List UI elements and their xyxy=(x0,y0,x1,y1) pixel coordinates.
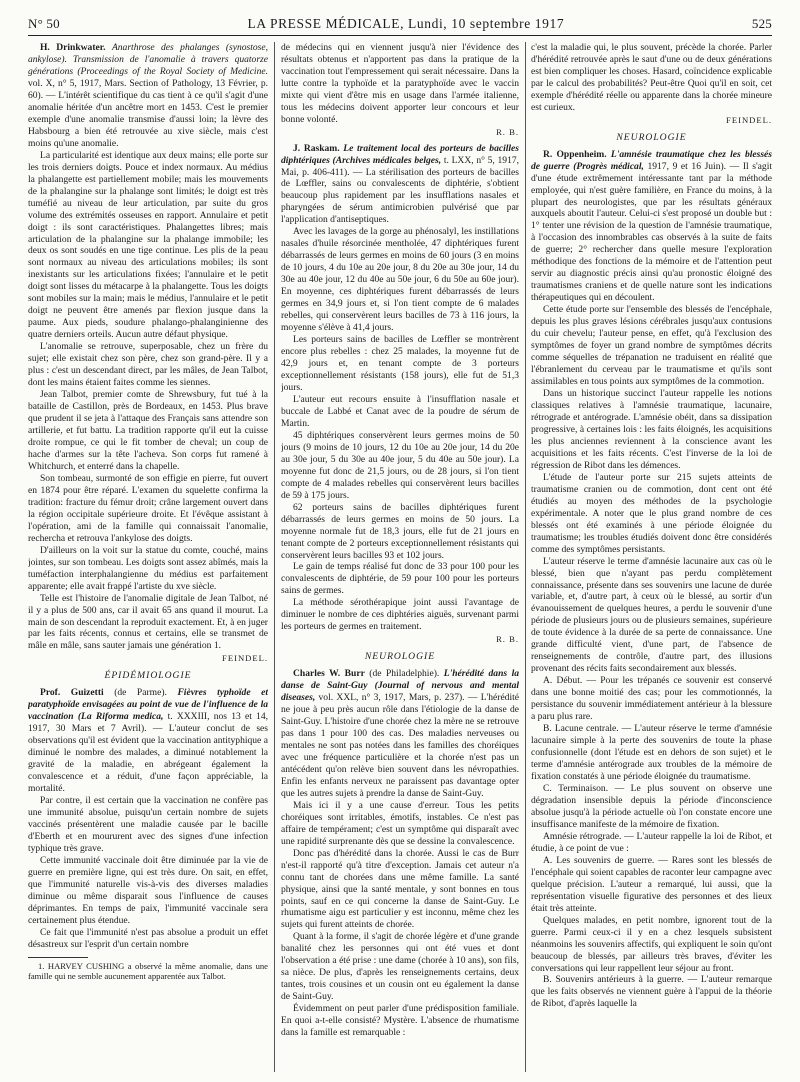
article-author: R. Oppenheim. xyxy=(543,148,607,160)
article-author: Prof. Guizetti xyxy=(40,687,104,699)
article-paragraph: Par contre, il est certain que la vaccination ne confère pas une immunité absolue, puisqu'un certain nombre de sujets vaccinés présentèrent une maladie causée par le bacille d'Eberth et en moururent avec des signes d'une infection typhique très grave. xyxy=(28,794,268,854)
signature: R. B. xyxy=(496,634,519,645)
article-paragraph: La méthode sérothérapique joint aussi l'avantage de diminuer le nombre de ces diphtéries aiguës, survenant parmi les porteurs de germes en traitement. xyxy=(281,597,519,633)
article-paragraph: D'ailleurs on la voit sur la statue du comte, couché, mains jointes, sur son tombeau. Les doigts sont assez abîmés, mais la tuméfaction interphalangienne du médius est parfaitement apparente; elle avait frappé l'artiste du xve siècle. xyxy=(28,544,268,592)
section-heading: NEUROLOGIE xyxy=(616,131,687,143)
article-paragraph: La particularité est identique aux deux mains; elle porte sur les trois derniers doigts. Pouce et index normaux. Au médius la phalangette est partiellement mobile; mais les mouvements de la phalangine sur la phalange sont limités; le doigt est très tuméfié au niveau de leur articulation, par suite du gros volume des extrémités osseuses en rapport. Annulaire et petit doigt : ils sont caractéristiques. Phalangettes libres; mais articulation de la phalangine sur la phalange immobile; les deux os sont soudés en une tige continue. Les plis de la peau sont normaux au niveau des articulations mobiles; ils sont inexistants sur les articulations fixées; l'annulaire et le petit doigt sont lisses du métacarpe à la phalangette. Tous les doigts sont mobiles sur la main; mais le médius, l'annulaire et le petit doigt ne peuvent être amenés par flexion jusque dans la paume. Aux pieds, soudure phalango-phalanginienne des quatre derniers orteils. Aucun autre défaut physique. xyxy=(28,149,268,341)
article-paragraph: L'auteur eut recours ensuite à l'insufflation nasale et buccale de Labbé et Canat avec de la poudre de sérum de Martin. xyxy=(281,393,519,429)
column-rule xyxy=(274,42,275,1072)
article-paragraph: Jean Talbot, premier comte de Shrewsbury, fut tué à la bataille de Castillon, près de Bordeaux, en 1453. Plus brave que prudent il se jeta à l'attaque des Français sans attendre son artillerie, et fut battu. La tradition rapporte qu'il eut la cuisse droite rompue, ce qui le fit tomber de cheval; un coup de hache d'armes sur la tête l'acheva. Son corps fut ramené à Whitchurch, et enterré dans la chapelle. xyxy=(28,389,268,472)
article-paragraph: Le gain de temps réalisé fut donc de 33 pour 100 pour les convalescents de diphtérie, de 59 pour 100 pour les porteurs sains de germes. xyxy=(281,561,519,597)
article-paragraph: Quant à la forme, il s'agit de chorée légère et d'une grande banalité chez les personnes qui ont été vues et dont l'observation a été prise : une dame (chorée à 10 ans), son fils, sa nièce. De plus, d'après les renseignements certains, deux tantes, trois cousines et un cousin ont eu également la danse de Saint-Guy. xyxy=(281,931,519,1003)
article-title: Le traitement local des porteurs de bacilles diphtériques (Archives médicales belges, xyxy=(281,142,519,166)
article-paragraph: Telle est l'histoire de l'anomalie digitale de Jean Talbot, né il y a plus de 500 ans, car il avait 65 ans quand il mourut. La main de son descendant la reproduit exactement. Et, à en juger par les faits récents, connus et certains, elle se transmet de mâle en mâle, sans sauter jamais une génération 1. xyxy=(28,592,268,652)
article-paragraph: L'anomalie se retrouve, superposable, chez un frère du sujet; elle existait chez son père, chez son grand-père. Il y a plus : c'est un descendant direct, par les mâles, de Jean Talbot, dont les mains étaient faites comme les siennes. xyxy=(28,341,268,389)
section-heading: NEUROLOGIE xyxy=(364,651,436,663)
article-paragraph: c'est la maladie qui, le plus souvent, précède la chorée. Parler d'hérédité retrouvée après le saut d'une ou de deux générations est bien compliquer les choses. Hasard, coïncidence explicable par le calcul des probabilités? Peut-être Quoi qu'il en soit, cet exemple d'hérédité réelle ou apparente dans la chorée mineure est curieux. xyxy=(531,42,772,113)
column-2 xyxy=(281,42,519,1072)
signature: R. B. xyxy=(496,126,519,137)
article-author: Charles W. Burr xyxy=(293,668,365,680)
article-reference: vol. X, n° 5, 1917, Mars. Section of Pathology, 13 Février, p. 60). — xyxy=(28,77,268,101)
journal-title: LA PRESSE MÉDICALE, Lundi, 10 septembre 1917 xyxy=(247,16,565,31)
article-title: L'hérédité dans la danse de Saint-Guy (Journal of nervous and mental diseases, xyxy=(281,668,519,704)
article-paragraph: A. Début. — Pour les trépanés ce souvenir est conservé dans une bonne moitié des cas; pour les commotionnés, la persistance du souvenir immédiatement antérieur à la blessure a paru plus rare. xyxy=(531,675,772,723)
article-paragraph: Amnésie rétrograde. — L'auteur rappelle la loi de Ribot, et étudie, à ce point de vue : xyxy=(531,830,772,854)
article-paragraph: Mais ici il y a une cause d'erreur. Tous les petits choréiques sont irritables, émotifs, instables. Ce n'est pas affaire de tempérament; c'est un symptôme qui disparaît avec une rapidité surprenante dès que se dessine la convalescence. xyxy=(281,799,519,847)
article-author-place: (de Parme). xyxy=(114,687,167,699)
article-paragraph: L'auteur conclut de ses observations qu'il est évident que la vaccination antityphique a diminué le nombre des malades, a diminué notablement la gravité de la maladie, en abrégeant également la convalescence et a réduit, d'une façon appréciable, la mortalité. xyxy=(28,723,268,794)
article-author: J. Raskam. xyxy=(293,142,340,154)
article-paragraph: Dans un historique succinct l'auteur rappelle les notions classiques relatives à l'amnésie traumatique, lacunaire, rétrograde et antérograde. L'amnésie obéit, dans sa dissipation progressive, à certaines lois : les faits éloignés, les acquisitions les plus anciennes reviennent à la conscience avant les acquisitions et les faits récents. C'est l'inverse de la loi de régression de Ribot dans les démences. xyxy=(531,388,772,471)
section-heading: ÉPIDÉMIOLOGIE xyxy=(104,670,192,682)
article-title: Anarthrose des phalanges (synostose, ankylose). Transmission de l'anomalie à travers quatorze générations (Proceedings of the Royal Society of Medicine. xyxy=(28,42,268,77)
article-reference: t. XXXIII, nos 13 et 14, 1917, 30 Mars et 7 Avril). — xyxy=(28,711,268,735)
article-paragraph: Donc pas d'hérédité dans la chorée. Aussi le cas de Burr n'est-il rapporté qu'à titre d'exception. Jamais cet auteur n'a connu tant de chorées dans une même famille. La santé physique, ainsi que la santé mentale, y sont bonnes en tous points, sauf en ce qui concerne la danse de Saint-Guy. Le rhumatisme aigu est particulier y est inconnu, même chez les sujets qui furent atteints de chorée. xyxy=(281,847,519,931)
article-author-place: (de Philadelphie). xyxy=(369,668,440,680)
article-paragraph: Il s'agit d'une étude extrêmement intéressante tant par la méthode employée, qui n'est guère familière, en France du moins, à la plupart des neurologistes, que par les résultats généraux auxquels aboutit l'auteur. Celui-ci s'est proposé un double but : 1° tenter une révision de la question de l'amnésie traumatique, à l'occasion des innombrables cas observés à la suite de faits de guerre; 2° rechercher dans quelle mesure l'exploration méthodique des fonctions de la mémoire et de l'attention peut servir au diagnostic précis ainsi qu'au pronostic éloigné des traumatismes craniens et de quelle nature sont les indications thérapeutiques qui en découlent. xyxy=(531,160,772,304)
article-heading xyxy=(281,668,519,800)
column-1 xyxy=(28,42,268,1072)
issue-number: N° 50 xyxy=(28,16,60,31)
article-paragraph: L'hérédité ne joue à peu près aucun rôle dans l'étiologie de la danse de Saint-Guy. L'histoire d'une chorée chez la mère ne se retrouve pas dans 1 pour 100 des cas. Des maladies nerveuses ou mentales ne sont pas notées dans les familles des choréiques avec une fréquence particulière et la chorée n'est pas un antécédent qu'on relève bien souvent dans les névropathies. Enfin les enfants nerveux ne paraissent pas davantage opter que les autres sujets à prendre la danse de Saint-Guy. xyxy=(281,692,519,799)
article-heading xyxy=(28,42,268,150)
article-paragraph: Cette immunité vaccinale doit être diminuée par la vie de guerre en première ligne, qui est très dure. On sait, en effet, que l'immunité naturelle vis-à-vis des diverses maladies diminue ou même disparait sous l'influence de causes déprimantes. En temps de paix, l'immunité vaccinale sera certainement plus étendue. xyxy=(28,854,268,926)
article-paragraph: 45 diphtériques conservèrent leurs germes moins de 50 jours (9 moins de 10 jours, 12 du 10e au 20e jour, 14 du 20e au 30e jour, 5 du 30e au 40e jour, 5 du 40e au 50e jour). La moyenne fut donc de 21,5 jours, ou de 28 jours, si l'on tient compte de 4 malades rebelles qui conservèrent leurs bacilles de 59 à 175 jours. xyxy=(281,429,519,501)
article-heading xyxy=(281,143,519,227)
article-paragraph: B. Souvenirs antérieurs à la guerre. — L'auteur remarque que les faits observés ne viennent guère à l'appui de la théorie de Ribot, d'après laquelle la xyxy=(531,974,772,1010)
article-paragraph: Son tombeau, surmonté de son effigie en pierre, fut ouvert en 1874 pour être réparé. L'examen du squelette confirma la tradition: fracture du fémur droit; crâne largement ouvert dans la région occipitale supérieure droite. Et l'évêque assistant à l'opération, ami de la famille qui connaissait l'anomalie, rechercha et retrouva l'ankylose des doigts. xyxy=(28,472,268,544)
article-title: L'amnésie traumatique chez les blessés de guerre (Progrès médical, xyxy=(531,148,772,172)
column-rule xyxy=(525,42,526,1072)
signature: FEINDEL. xyxy=(222,653,268,664)
article-reference: vol. XXL, n° 3, 1917, Mars, p. 237). — xyxy=(318,692,478,704)
article-author: H. Drinkwater. xyxy=(40,42,106,53)
article-paragraph: B. Lacune centrale. — L'auteur réserve le terme d'amnésie lacunaire simple à la perte des souvenirs de toute la phase confusionnelle (dont l'étude est en dehors de son sujet) et le terme d'amnésie antérograde aux troubles de la mémoire de fixation constatés à une période éloignée du traumatisme. xyxy=(531,723,772,782)
footnote: 1. HARVEY CUSHING a observé la même anomalie, dans une famille qui ne semble aucunement apparentée aux Talbot. xyxy=(28,960,268,981)
article-paragraph: C. Terminaison. — Le plus souvent on observe une dégradation insensible depuis la période d'inconscience absolue jusqu'à la période actuelle où l'on constate encore une insuffisance manifeste de la mémoire de fixation. xyxy=(531,782,772,830)
article-paragraph: Ce fait que l'immunité n'est pas absolue a produit un effet désastreux sur l'esprit d'un certain nombre xyxy=(28,926,268,950)
article-paragraph: Cette étude porte sur l'ensemble des blessés de l'encéphale, depuis les plus graves lésions cérébrales jusqu'aux contusions du cuir chevelu; l'auteur pense, en effet, qu'à l'exclusion des symptômes de foyer un grand nombre de symptômes décrits comme séquelles de trépanation ne traduisent en réalité que l'ébranlement du cerveau par le traumatisme et qu'ils sont assimilables en tous points aux symptômes de la commotion. xyxy=(531,304,772,388)
article-heading xyxy=(531,149,772,305)
signature: FEINDEL. xyxy=(726,114,772,125)
page-header xyxy=(28,13,772,36)
column-3 xyxy=(531,42,772,1072)
article-reference: t. LXX, n° 5, 1917, Mai, p. 406-411). — xyxy=(281,154,519,178)
footnote-rule xyxy=(28,957,88,958)
article-paragraph: de médecins qui en viennent jusqu'à nier l'évidence des résultats obtenus et n'apportent pas dans la pratique de la vaccination tout l'empressement qui serait nécessaire. Dans la lutte contre la typhoïde et la paratyphoïde avec le vaccin mixte qui vient d'être mis en usage dans l'armée italienne, tous les médecins doivent apporter leur concours et leur bonne volonté. xyxy=(281,42,519,125)
article-paragraph: 62 porteurs sains de bacilles diphtériques furent débarrassés de leurs germes en moins de 50 jours. La moyenne normale fut de 18,3 jours, elle fut de 21 jours en tenant compte de 2 porteurs exceptionnellement résistants qui conservèrent leurs bacilles 93 et 102 jours. xyxy=(281,501,519,561)
article-paragraph: L'intérêt scientifique du cas tient à ce qu'il s'agit d'une anomalie héritée d'un ancêtre mort en 1453. C'est le premier exemple d'une anomalie transmise d'aussi loin; la lèvre des Habsbourg a bien été retrouvée au xive siècle, mais c'est moins qu'une anomalie. xyxy=(28,89,268,149)
article-paragraph: L'auteur réserve le terme d'amnésie lacunaire aux cas où le blessé, bien que n'ayant pas perdu complètement connaissance, présente dans ses souvenirs une lacune de durée variable, et, d'autre part, à ceux où le blessé, au sortir d'un évanouissement de quelques heures, a perdu le souvenir d'une période de plusieurs jours ou de plusieurs semaines, supérieure de toute évidence à la durée de sa perte de connaissance. Une grande difficulté vient, d'une part, de l'absence de renseignements de contrôle, d'autre part, des illusions provenant des récits faits secondairement aux blessés. xyxy=(531,555,772,675)
article-paragraph: Avec les lavages de la gorge au phénosalyl, les instillations nasales d'huile résorcinée mentholée, 47 diphtériques furent débarrassés de leurs germes en moins de 60 jours (3 en moins de 10 jours, 4 du 10e au 20e jour, 8 du 20e au 30e jour, 14 du 30e au 40e jour, 12 du 40e au 50e jour, 6 du 50e au 60e jour). En moyenne, ces diphtériques furent débarrassés de leurs germes en 34,9 jours et, si l'on tient compte de 6 malades rebelles, qui conservèrent leurs bacilles de 73 à 116 jours, la moyenne s'élève à 41,4 jours. xyxy=(281,226,519,334)
article-paragraph: La stérilisation des porteurs de bacilles de Lœffler, sains ou convalescents de diphtérie, s'obtient beaucoup plus rapidement par les insufflations nasales et pharyngées de sérum antimicrobien pulvérisé que par l'application d'antiseptiques. xyxy=(281,166,519,226)
article-paragraph: L'étude de l'auteur porte sur 215 sujets atteints de traumatisme cranien ou de commotion, dont cent ont été étudiés au moyen des méthodes de la psychologie expérimentale. A noter que le plus grand nombre de ces blessés ont été examinés à une période éloignée du traumatisme; les troubles étudiés doivent donc être considérés comme des symptômes persistants. xyxy=(531,471,772,555)
article-heading xyxy=(28,687,268,795)
page-number: 525 xyxy=(751,16,772,31)
article-paragraph: Quelques malades, en petit nombre, ignorent tout de la guerre. Parmi ceux-ci il y en a chez lesquels subsistent néanmoins les souvenirs affectifs, qui expliquent le soin qu'ont beaucoup de blessés, par ailleurs très braves, d'éviter les conversations qui leur rappellent leur séjour au front. xyxy=(531,914,772,974)
article-title: Fièvres typhoïde et paratyphoïde envisagées au point de vue de l'influence de la vaccination (La Riforma medica, xyxy=(28,687,268,723)
article-reference: 1917, 9 et 16 Juin). — xyxy=(647,160,740,172)
article-paragraph: Les porteurs sains de bacilles de Lœffler se montrèrent encore plus rebelles : chez 25 malades, la moyenne fut de 42,9 jours et, en tenant compte de 3 porteurs exceptionnellement résistants (158 jours), elle fut de 51,3 jours. xyxy=(281,334,519,393)
article-paragraph: Évidemment on peut parler d'une prédisposition familiale. En quoi a-t-elle consisté? Mystère. L'absence de rhumatisme dans la famille est remarquable : xyxy=(281,1003,519,1039)
article-paragraph: A. Les souvenirs de guerre. — Rares sont les blessés de l'encéphale qui soient capables de raconter leur campagne avec quelque précision. L'auteur a remarqué, lui aussi, que la représentation visuelle figurative des personnes et des lieux était très atteinte. xyxy=(531,854,772,914)
